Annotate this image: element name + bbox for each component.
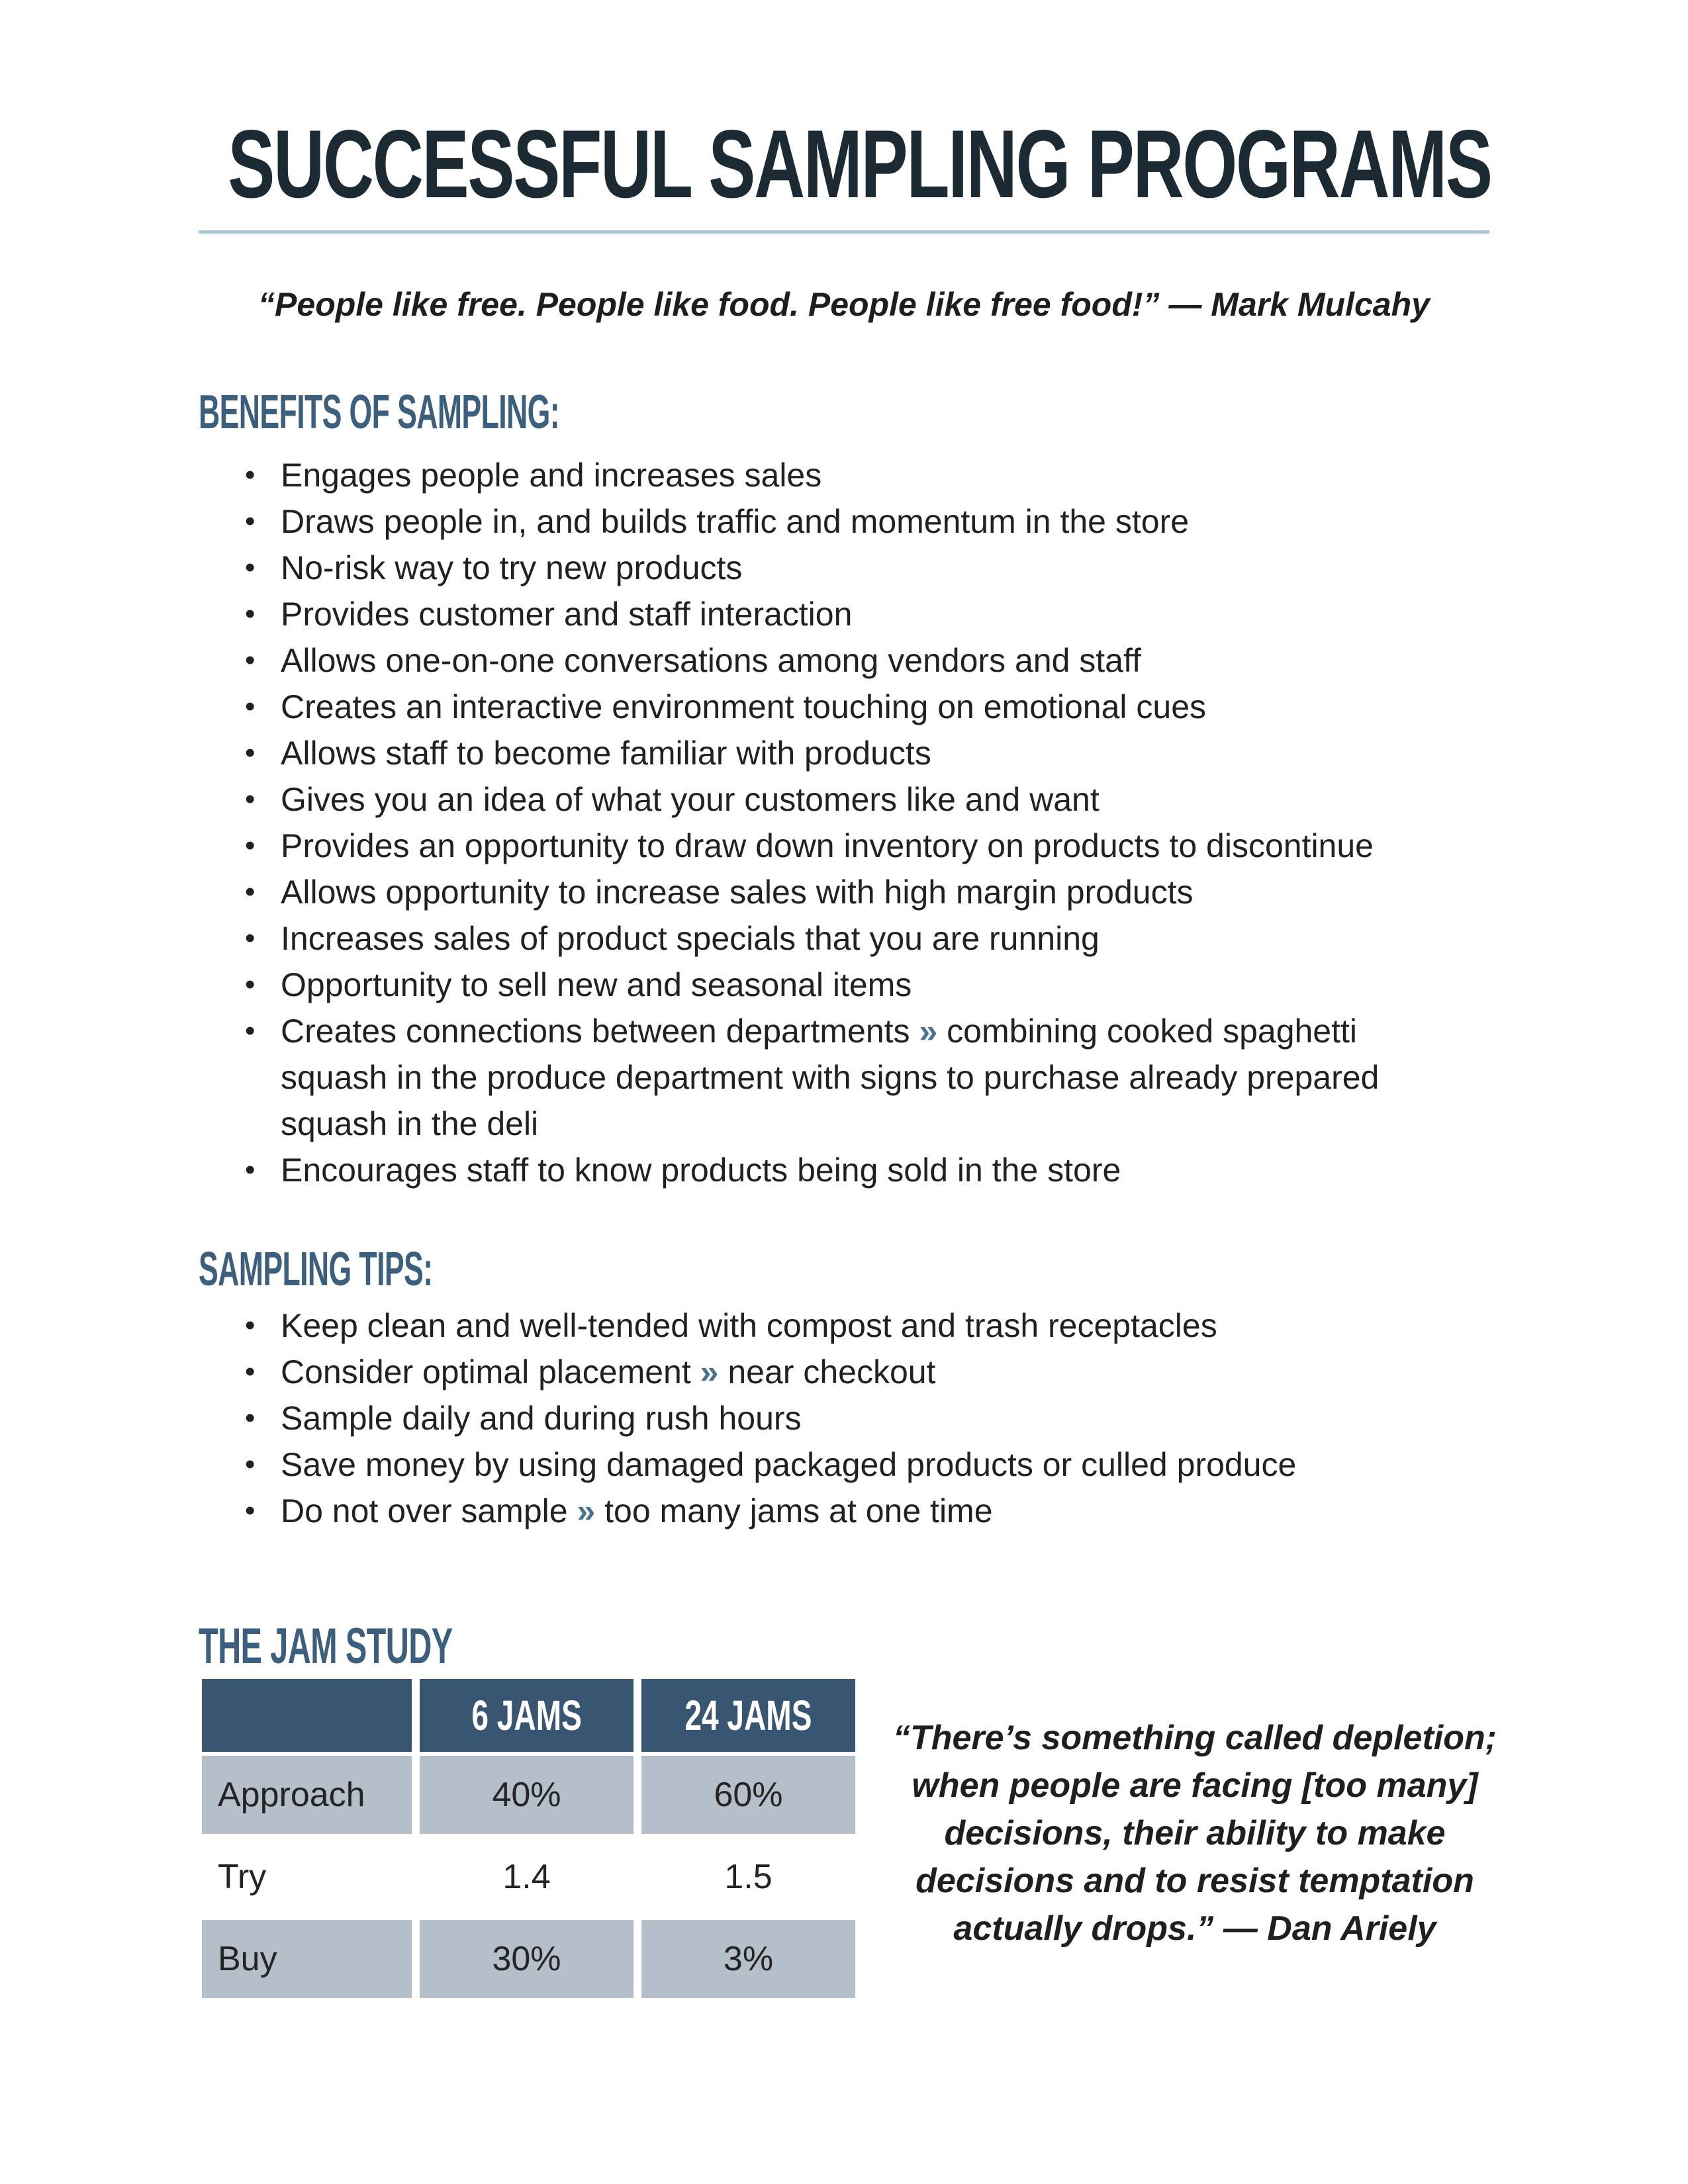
list-item: • Do not over sample » too many jams at one time — [238, 1488, 1439, 1534]
table-row-label: Approach — [202, 1756, 412, 1834]
jam-study-heading: THE JAM STUDY — [199, 1618, 453, 1674]
table-cell: 1.5 — [724, 1858, 773, 1896]
list-item: • Draws people in, and builds traffic and momentum in the store — [238, 498, 1439, 545]
list-item: • Sample daily and during rush hours — [238, 1395, 1439, 1441]
quote-line: “There’s something called depletion; — [892, 1719, 1497, 1757]
tips-section-heading: SAMPLING TIPS: — [199, 1243, 433, 1296]
list-item: • Creates an interactive environment touching on emotional cues — [238, 684, 1439, 730]
list-item: • Allows staff to become familiar with products — [238, 730, 1439, 776]
depletion-quote — [887, 1714, 1503, 1952]
jam-study-table — [202, 1679, 855, 1998]
double-chevron-icon: » — [577, 1492, 596, 1529]
table-cell: 40% — [420, 1756, 633, 1834]
list-item: • Allows one-on-one conversations among vendors and staff — [238, 637, 1439, 684]
table-row-label: Buy — [202, 1920, 412, 1998]
title-divider — [199, 230, 1489, 234]
intro-quote: “People like free. People like food. People like free food!” — Mark Mulcahy — [258, 286, 1430, 323]
tips-list — [238, 1302, 1439, 1534]
quote-line: decisions, their ability to make — [944, 1814, 1446, 1852]
table-cell: 60% — [641, 1756, 855, 1834]
list-item: • Allows opportunity to increase sales with high margin products — [238, 869, 1439, 915]
table-header-24-jams: 24 JAMS — [641, 1679, 855, 1752]
list-item: • Consider optimal placement » near checkout — [238, 1349, 1439, 1395]
list-item: • Opportunity to sell new and seasonal items — [238, 962, 1439, 1008]
list-item: • Provides customer and staff interaction — [238, 591, 1439, 637]
table-cell: 30% — [420, 1920, 633, 1998]
list-item: • Keep clean and well-tended with compost and trash receptacles — [238, 1302, 1439, 1349]
table-row-label: Try — [218, 1858, 267, 1896]
list-item: • Save money by using damaged packaged products or culled produce — [238, 1441, 1439, 1488]
table-cell: 1.4 — [502, 1858, 551, 1896]
page-title: SUCCESSFUL SAMPLING PROGRAMS — [228, 110, 1491, 218]
list-item: • Encourages staff to know products being sold in the store — [238, 1147, 1439, 1193]
list-item: • Gives you an idea of what your customers like and want — [238, 776, 1439, 823]
benefits-list — [238, 452, 1439, 1193]
quote-line: decisions and to resist temptation — [915, 1862, 1474, 1900]
list-item: • Increases sales of product specials that you are running — [238, 915, 1439, 962]
benefits-section-heading: BENEFITS OF SAMPLING: — [199, 386, 559, 439]
list-item: • Provides an opportunity to draw down inventory on products to discontinue — [238, 823, 1439, 869]
double-chevron-icon: » — [919, 1013, 938, 1050]
table-cell: 3% — [641, 1920, 855, 1998]
table-header-6-jams: 6 JAMS — [420, 1679, 633, 1752]
list-item: • Engages people and increases sales — [238, 452, 1439, 498]
double-chevron-icon: » — [700, 1353, 719, 1390]
quote-line: when people are facing [too many] — [912, 1766, 1478, 1805]
list-item: • Creates connections between departments » combining cooked spaghetti squash in the produce department with signs to purchase already prepared squash in the deli — [238, 1008, 1439, 1147]
quote-line: actually drops.” — Dan Ariely — [953, 1909, 1436, 1948]
table-header-empty — [202, 1679, 412, 1752]
list-item: • No-risk way to try new products — [238, 545, 1439, 591]
